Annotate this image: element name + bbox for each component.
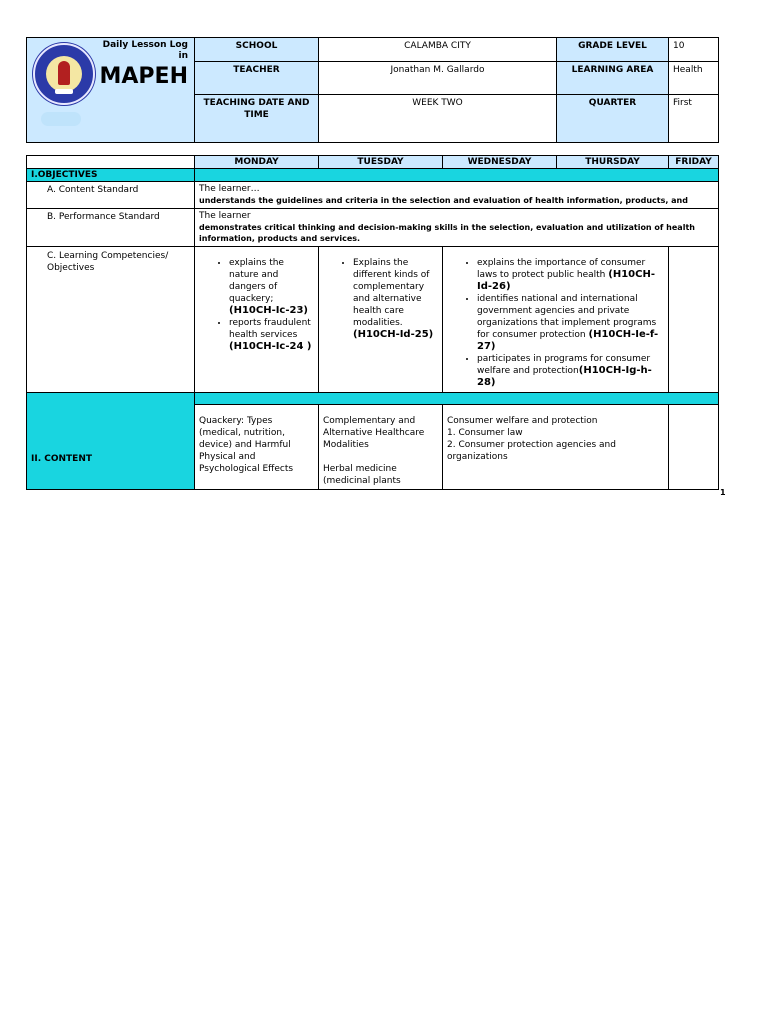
day-header-blank: [27, 156, 195, 169]
competency-code: (H10CH-Ic-23): [229, 305, 308, 316]
school-value: CALAMBA CITY: [319, 38, 557, 62]
content-monday-text: Quackery: Types (medical, nutrition, device) and Harmful Physical and Psychological Effects: [199, 416, 294, 474]
content-wednesday: [443, 405, 669, 490]
content-wednesday-text-3: 2. Consumer protection agencies and organizations: [447, 440, 616, 462]
competencies-tuesday: [319, 247, 443, 393]
content-wednesday-text-2: 1. Consumer law: [447, 428, 523, 438]
competencies-label: [27, 247, 195, 393]
competency-text: identifies national and international government agencies and private organizations that implement programs for consumer protection: [477, 294, 657, 340]
content-heading-cell: [27, 393, 195, 490]
list-item: [353, 257, 438, 341]
competencies-label-text: C. Learning Competencies/ Objectives: [47, 251, 169, 273]
content-tuesday-text-2: Herbal medicine (medicinal plants: [323, 464, 401, 486]
school-label: SCHOOL: [195, 38, 319, 62]
list-item: [477, 257, 664, 293]
performance-standard-label-text: B. Performance Standard: [47, 212, 160, 222]
day-friday: FRIDAY: [669, 156, 719, 169]
competency-text: Explains the different kinds of complementary and alternative health care modalities.: [353, 258, 430, 328]
header-table: [26, 37, 719, 143]
page-number: 1: [720, 488, 726, 497]
subject-title: MAPEH: [99, 64, 188, 89]
competency-text: participates in programs for consumer welfare and protection: [477, 354, 651, 376]
daily-lesson-log-label: Daily Lesson Log in: [102, 40, 188, 61]
content-standard-intro: The learner…: [199, 184, 260, 194]
quarter-label: QUARTER: [557, 94, 669, 142]
grade-level-value: 10: [669, 38, 719, 62]
performance-standard-text: demonstrates critical thinking and decision-making skills in the selection, evaluation and utilization of health information, products and services.: [199, 223, 695, 243]
performance-standard-intro: The learner: [199, 211, 251, 221]
content-bar: [195, 393, 719, 405]
list-item: [229, 317, 314, 353]
lesson-log-table: [26, 155, 719, 490]
list-item: [477, 353, 664, 389]
content-tuesday-text: Complementary and Alternative Healthcare Modalities: [323, 416, 425, 450]
grade-level-label: GRADE LEVEL: [557, 38, 669, 62]
list-item: [477, 293, 664, 353]
content-standard-text: understands the guidelines and criteria in the selection and evaluation of health information, products, and: [199, 196, 688, 205]
competency-code: (H10CH-Ig-h-28): [477, 365, 652, 388]
teacher-value: Jonathan M. Gallardo: [319, 62, 557, 94]
day-thursday: THURSDAY: [557, 156, 669, 169]
competency-code: (H10CH-Id-26): [477, 269, 655, 292]
day-monday: MONDAY: [195, 156, 319, 169]
competencies-wednesday: [443, 247, 669, 393]
content-heading: II. CONTENT: [31, 454, 92, 464]
performance-standard-cell: [195, 209, 719, 247]
competency-code: (H10CH-Id-25): [353, 329, 434, 340]
learning-area-label: LEARNING AREA: [557, 62, 669, 94]
quarter-value: First: [669, 94, 719, 142]
day-wednesday: WEDNESDAY: [443, 156, 557, 169]
content-monday: [195, 405, 319, 490]
competency-code: (H10CH-Ie-f-27): [477, 329, 659, 352]
objectives-bar: [195, 169, 719, 182]
teacher-label: TEACHER: [195, 62, 319, 94]
content-friday: [669, 405, 719, 490]
competency-text: reports fraudulent health services: [229, 318, 311, 340]
content-standard-label-text: A. Content Standard: [47, 185, 139, 195]
performance-standard-label: [27, 209, 195, 247]
teaching-date-value: WEEK TWO: [319, 94, 557, 142]
content-wednesday-text: Consumer welfare and protection: [447, 416, 598, 426]
header-logo-cell: [27, 38, 195, 143]
competencies-monday: [195, 247, 319, 393]
competency-code: (H10CH-Ic-24 ): [229, 341, 312, 352]
learning-area-value: Health: [669, 62, 719, 94]
day-tuesday: TUESDAY: [319, 156, 443, 169]
content-standard-cell: [195, 182, 719, 209]
competencies-friday: [669, 247, 719, 393]
list-item: [229, 257, 314, 317]
competency-text: explains the nature and dangers of quackery;: [229, 258, 284, 304]
objectives-heading: I.OBJECTIVES: [27, 169, 195, 182]
blurred-mark: [41, 112, 81, 126]
deped-seal-logo: [33, 43, 95, 105]
content-tuesday: [319, 405, 443, 490]
teaching-date-label: TEACHING DATE AND TIME: [195, 94, 319, 142]
competency-text: explains the importance of consumer laws to protect public health: [477, 258, 646, 280]
content-standard-label: [27, 182, 195, 209]
